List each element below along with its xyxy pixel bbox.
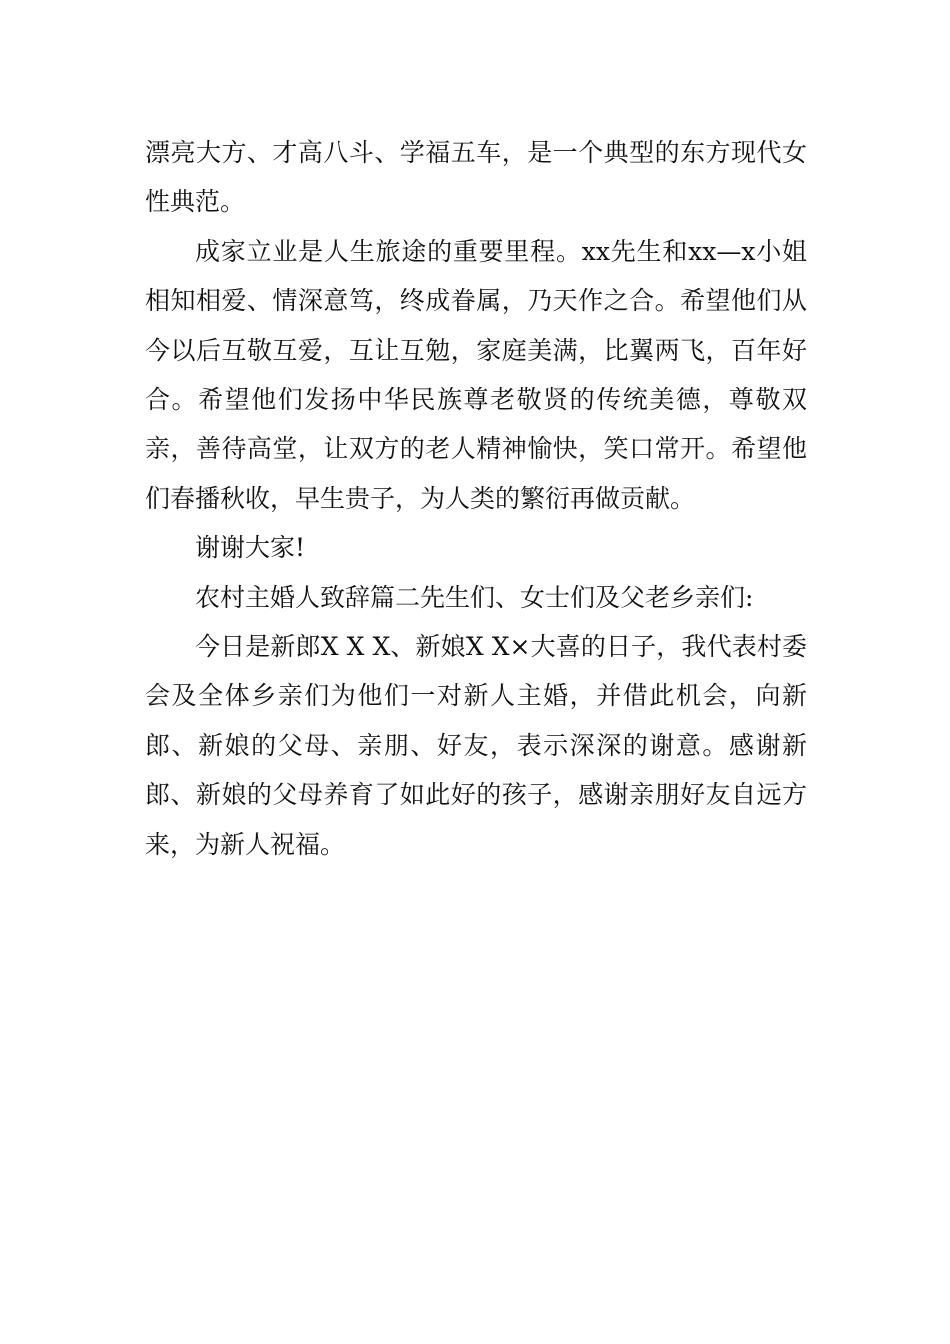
paragraph-5: 今日是新郎X X X、新娘X X×大喜的日子，我代表村委会及全体乡亲们为他们一对新人主婚，并借此机会，向新郎、新娘的父母、亲朋、好友，表示深深的谢意。感谢新郎、新娘的父母养育了如此好的孩子，感谢亲朋好友自远方来，为新人祝福。 (145, 632, 807, 859)
paragraph-3: 谢谢大家! (195, 533, 306, 563)
paragraph-1: 漂亮大方、才高八斗、学福五车，是一个典型的东方现代女性典范。 (145, 138, 807, 217)
paragraph-2: 成家立业是人生旅途的重要里程。xx先生和xx—x小姐相知相爱、情深意笃，终成眷属，乃天作之合。希望他们从今以后互敬互爱，互让互勉，家庭美满，比翼两飞，百年好合。希望他们发扬中华民族尊老敬贤的传统美德，尊敬双亲，善待高堂，让双方的老人精神愉快，笑口常开。希望他们春播秋收，早生贵子，为人类的繁衍再做贡献。 (145, 236, 807, 513)
document-body (145, 128, 807, 869)
paragraph-4: 农村主婚人致辞篇二先生们、女士们及父老乡亲们: (195, 582, 754, 612)
